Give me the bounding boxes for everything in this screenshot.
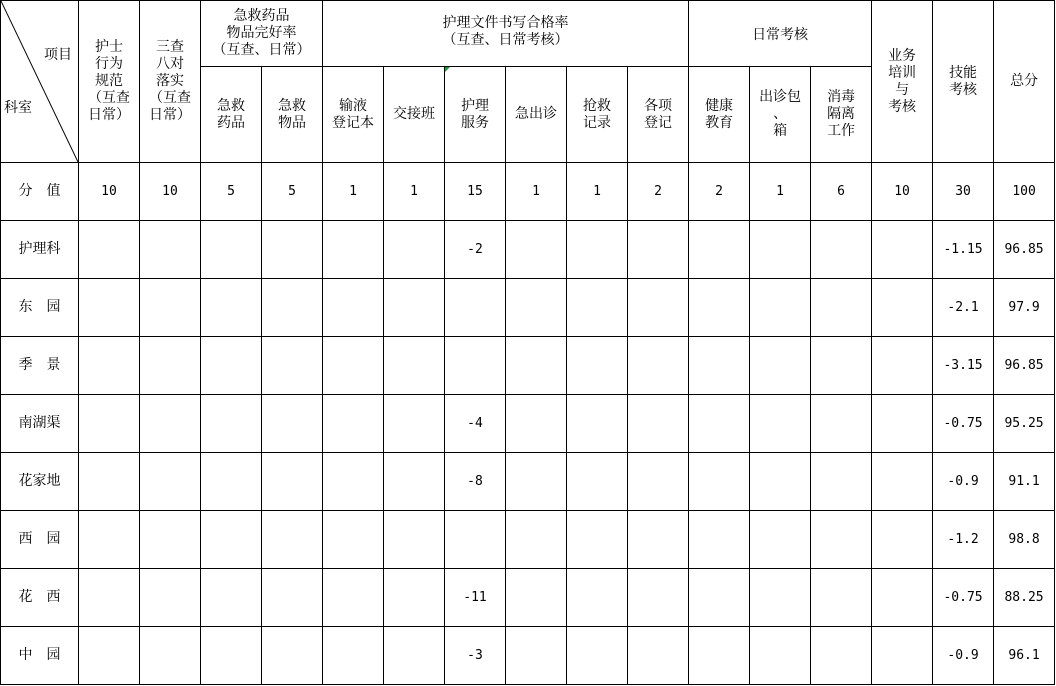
score-cell [811, 569, 872, 627]
score-cell [506, 395, 567, 453]
score-cell [323, 395, 384, 453]
score-cell [872, 511, 933, 569]
score-cell [201, 569, 262, 627]
score-cell: -8 [445, 453, 506, 511]
score-cell: -0.9 [933, 453, 994, 511]
table-row [1, 395, 1055, 453]
score-cell [262, 569, 323, 627]
score-cell [811, 337, 872, 395]
header-total: 总分 [994, 1, 1055, 163]
score-cell [384, 279, 445, 337]
header-row-1 [1, 1, 1055, 67]
header-handover: 交接班 [384, 67, 445, 163]
score-cell [323, 569, 384, 627]
table-row [1, 627, 1055, 685]
table-row [1, 221, 1055, 279]
score-cell [872, 221, 933, 279]
score-cell [262, 337, 323, 395]
score-row [1, 163, 1055, 221]
score-cell [201, 395, 262, 453]
header-outcall-bag: 出诊包 、 箱 [750, 67, 811, 163]
score-cell [201, 279, 262, 337]
score-cell: -2 [445, 221, 506, 279]
score-cell [384, 337, 445, 395]
score-cell [79, 279, 140, 337]
score-cell: 96.1 [994, 627, 1055, 685]
score-cell: 10 [140, 163, 201, 221]
score-cell: -1.15 [933, 221, 994, 279]
score-cell [567, 511, 628, 569]
score-cell [872, 279, 933, 337]
score-cell [872, 395, 933, 453]
table-row [1, 279, 1055, 337]
score-cell: 10 [872, 163, 933, 221]
score-cell [140, 395, 201, 453]
header-emergency-drug: 急救 药品 [201, 67, 262, 163]
table-row [1, 337, 1055, 395]
score-cell: 96.85 [994, 221, 1055, 279]
score-cell [811, 453, 872, 511]
score-cell: -4 [445, 395, 506, 453]
score-cell [689, 279, 750, 337]
score-cell [811, 627, 872, 685]
score-cell [79, 453, 140, 511]
score-cell: 1 [567, 163, 628, 221]
score-cell [567, 569, 628, 627]
score-cell [445, 511, 506, 569]
score-cell: 1 [323, 163, 384, 221]
corner-header-cell [1, 1, 79, 163]
score-cell [201, 511, 262, 569]
score-cell: -0.75 [933, 569, 994, 627]
score-cell: 2 [689, 163, 750, 221]
score-cell: -3.15 [933, 337, 994, 395]
score-cell: -2.1 [933, 279, 994, 337]
score-cell [689, 221, 750, 279]
score-cell [750, 279, 811, 337]
score-cell [323, 279, 384, 337]
score-cell: -0.9 [933, 627, 994, 685]
score-cell [628, 395, 689, 453]
score-cell [628, 221, 689, 279]
department-name: 西 园 [1, 511, 79, 569]
score-cell [262, 627, 323, 685]
score-cell [323, 337, 384, 395]
score-cell [262, 279, 323, 337]
score-cell [201, 221, 262, 279]
score-cell [567, 337, 628, 395]
score-cell [872, 569, 933, 627]
score-cell [384, 221, 445, 279]
score-cell [567, 453, 628, 511]
header-nurse-behavior: 护士 行为 规范 （互查 日常） [79, 1, 140, 163]
score-cell [262, 221, 323, 279]
score-cell [567, 279, 628, 337]
score-cell [750, 627, 811, 685]
score-cell [567, 627, 628, 685]
score-cell [689, 627, 750, 685]
table-row [1, 569, 1055, 627]
score-cell [79, 627, 140, 685]
score-cell [201, 627, 262, 685]
score-cell [262, 395, 323, 453]
score-cell [201, 453, 262, 511]
score-cell: 6 [811, 163, 872, 221]
score-cell: 100 [994, 163, 1055, 221]
department-name: 护理科 [1, 221, 79, 279]
header-three-checks: 三查 八对 落实 （互查 日常） [140, 1, 201, 163]
header-daily-check-group: 日常考核 [689, 1, 872, 67]
score-cell [506, 279, 567, 337]
score-cell [384, 569, 445, 627]
score-row-label: 分 值 [1, 163, 79, 221]
score-cell: -1.2 [933, 511, 994, 569]
table-row [1, 453, 1055, 511]
score-cell [262, 511, 323, 569]
department-name: 花家地 [1, 453, 79, 511]
department-name: 东 园 [1, 279, 79, 337]
diagonal-divider [1, 1, 78, 162]
score-cell [384, 453, 445, 511]
corner-dept-label: 科室 [4, 100, 32, 116]
score-cell: 5 [201, 163, 262, 221]
score-cell [79, 337, 140, 395]
header-disinfection: 消毒 隔离 工作 [811, 67, 872, 163]
score-cell [689, 569, 750, 627]
header-rescue-record: 抢救 记录 [567, 67, 628, 163]
score-cell [506, 453, 567, 511]
header-nursing-doc-group: 护理文件书写合格率 （互查、日常考核） [323, 1, 689, 67]
score-cell [79, 511, 140, 569]
score-cell [445, 337, 506, 395]
score-cell [750, 221, 811, 279]
score-cell [140, 221, 201, 279]
header-emergency-item: 急救 物品 [262, 67, 323, 163]
score-cell [323, 221, 384, 279]
score-cell: 30 [933, 163, 994, 221]
department-rows [1, 221, 1055, 685]
score-cell [323, 453, 384, 511]
score-cell [506, 221, 567, 279]
header-nursing-service: 护理 服务 [445, 67, 506, 163]
score-cell [811, 221, 872, 279]
score-cell [140, 511, 201, 569]
score-cell [689, 395, 750, 453]
score-cell [201, 337, 262, 395]
score-cell [79, 569, 140, 627]
score-cell [506, 337, 567, 395]
score-cell [811, 395, 872, 453]
header-emergency-drug-group: 急救药品 物品完好率 （互查、日常） [201, 1, 323, 67]
department-name: 季 景 [1, 337, 79, 395]
score-cell: 96.85 [994, 337, 1055, 395]
score-cell [750, 453, 811, 511]
score-cell [567, 395, 628, 453]
score-cell: 1 [506, 163, 567, 221]
score-cell: -11 [445, 569, 506, 627]
score-cell: 10 [79, 163, 140, 221]
header-skill: 技能 考核 [933, 1, 994, 163]
score-cell: 1 [384, 163, 445, 221]
score-cell: -3 [445, 627, 506, 685]
department-name: 南湖渠 [1, 395, 79, 453]
score-cell: 97.9 [994, 279, 1055, 337]
header-training: 业务 培训 与 考核 [872, 1, 933, 163]
corner-item-label: 项目 [44, 47, 72, 63]
department-name: 中 园 [1, 627, 79, 685]
header-health-education: 健康 教育 [689, 67, 750, 163]
score-cell [628, 337, 689, 395]
header-records: 各项 登记 [628, 67, 689, 163]
header-infusion-log: 输液 登记本 [323, 67, 384, 163]
score-cell: 5 [262, 163, 323, 221]
score-cell [79, 221, 140, 279]
score-cell: -0.75 [933, 395, 994, 453]
table-row [1, 511, 1055, 569]
score-cell [750, 569, 811, 627]
score-cell [872, 453, 933, 511]
score-cell: 2 [628, 163, 689, 221]
department-name: 花 西 [1, 569, 79, 627]
score-cell [384, 395, 445, 453]
score-cell [628, 279, 689, 337]
score-cell: 15 [445, 163, 506, 221]
score-cell [140, 627, 201, 685]
score-cell [689, 337, 750, 395]
score-cell [628, 627, 689, 685]
score-cell [384, 627, 445, 685]
header-outcall: 急出诊 [506, 67, 567, 163]
score-cell [140, 337, 201, 395]
score-cell [445, 279, 506, 337]
score-cell [262, 453, 323, 511]
score-cell [506, 511, 567, 569]
score-cell [689, 453, 750, 511]
score-cell [323, 511, 384, 569]
score-cell [567, 221, 628, 279]
score-cell [811, 511, 872, 569]
score-cell [628, 511, 689, 569]
score-cell [872, 627, 933, 685]
score-cell: 1 [750, 163, 811, 221]
score-cell [750, 395, 811, 453]
score-cell: 95.25 [994, 395, 1055, 453]
score-cell [628, 569, 689, 627]
score-cell: 98.8 [994, 511, 1055, 569]
score-cell [323, 627, 384, 685]
score-cell [750, 337, 811, 395]
score-cell [811, 279, 872, 337]
score-cell [506, 627, 567, 685]
score-cell [384, 511, 445, 569]
score-cell [140, 569, 201, 627]
score-cell: 88.25 [994, 569, 1055, 627]
score-cell [79, 395, 140, 453]
score-cell [506, 569, 567, 627]
score-cell [689, 511, 750, 569]
score-cell [140, 279, 201, 337]
score-cell [750, 511, 811, 569]
score-cell [872, 337, 933, 395]
score-cell: 91.1 [994, 453, 1055, 511]
score-cell [628, 453, 689, 511]
score-cell [140, 453, 201, 511]
